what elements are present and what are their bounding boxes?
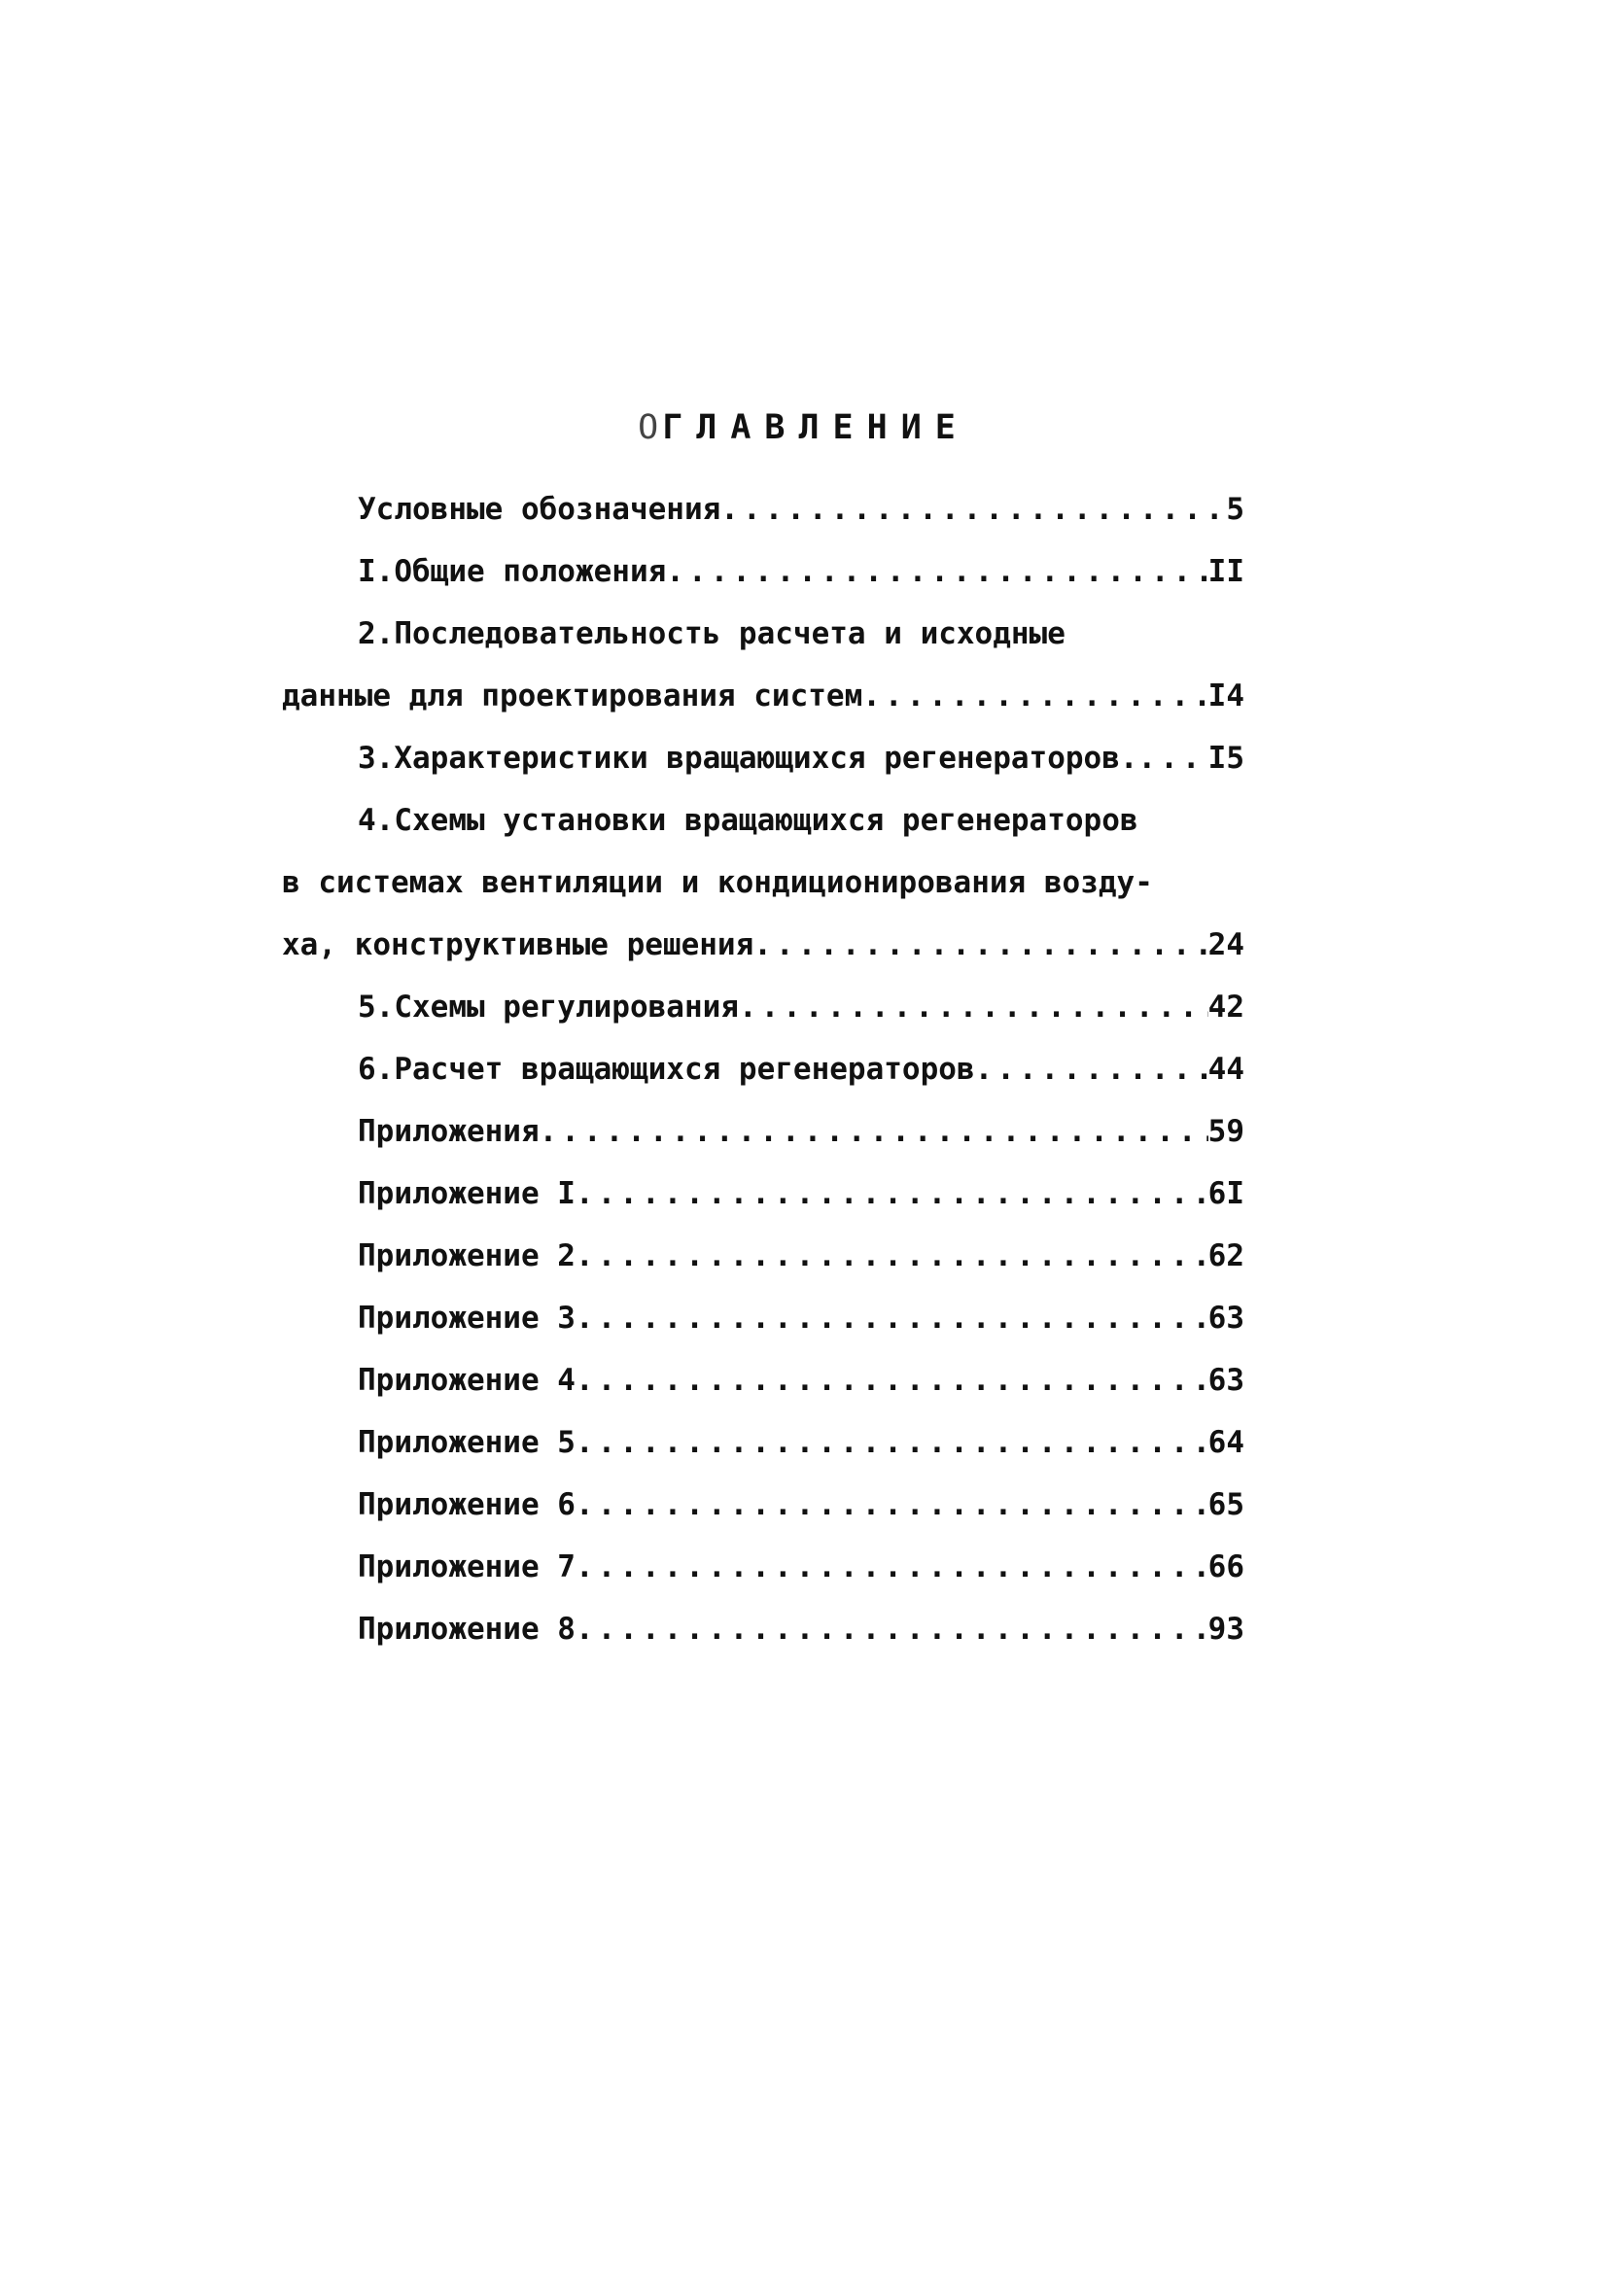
toc-entry-appendix-7[interactable] [282, 1536, 1244, 1598]
toc-entry-appendix-8[interactable] [282, 1598, 1244, 1660]
toc-entry-label: Приложение 8 [358, 1612, 576, 1647]
toc-entry-symbols[interactable] [282, 478, 1244, 540]
toc-dot-leader [1138, 727, 1208, 789]
toc-entry-label: Приложение 7 [358, 1549, 576, 1584]
toc-entry-characteristics[interactable] [282, 727, 1244, 789]
toc-entry-schemes-line-3[interactable] [282, 914, 1244, 976]
toc-entry-label: 3.Характеристики вращающихся регенераторов. [358, 741, 1138, 776]
toc-entry-label: 5.Схемы регулирования [358, 990, 739, 1025]
toc-dot-leader [576, 1287, 1208, 1349]
toc-dot-leader [666, 540, 1207, 603]
toc-entry-label: Приложения [358, 1114, 540, 1149]
toc-entry-label: ха, конструктивные решения [282, 927, 754, 962]
toc-entry-regulation[interactable] [282, 976, 1244, 1038]
toc-page-number: 59 [1207, 1114, 1244, 1149]
toc-page-number: 5 [1226, 492, 1244, 527]
toc-page-number: 42 [1207, 990, 1244, 1025]
toc-entry-label: Приложение 4 [358, 1363, 576, 1398]
toc-page-number: 66 [1207, 1549, 1244, 1584]
toc-entry-schemes-line-2[interactable] [282, 852, 1244, 914]
toc-entry-appendix-4[interactable] [282, 1349, 1244, 1411]
toc-page-number: 93 [1207, 1612, 1244, 1647]
toc-entry-sequence-line-2[interactable] [282, 665, 1244, 727]
toc-dot-leader [576, 1411, 1208, 1474]
toc-entry-appendix-1[interactable] [282, 1163, 1244, 1225]
toc-page-number: 64 [1207, 1425, 1244, 1460]
toc-entry-label: 6.Расчет вращающихся регенераторов [358, 1052, 975, 1087]
table-of-contents [282, 478, 1244, 1660]
toc-entry-label: данные для проектирования систем [282, 678, 863, 713]
toc-entry-label: 4.Схемы установки вращающихся регенераторов [358, 803, 1138, 838]
toc-dot-leader [975, 1038, 1208, 1100]
toc-entry-appendix-3[interactable] [282, 1287, 1244, 1349]
toc-title-main: ГЛАВЛЕНИЕ [662, 408, 969, 447]
toc-dot-leader [720, 478, 1226, 540]
toc-entry-label: 2.Последовательность расчета и исходные [358, 616, 1066, 651]
toc-entry-sequence-line-1[interactable] [282, 603, 1244, 665]
toc-dot-leader [576, 1474, 1208, 1536]
toc-entry-label: Приложение I [358, 1176, 576, 1211]
toc-entry-appendix-2[interactable] [282, 1225, 1244, 1287]
toc-title-prefix: О [638, 408, 663, 447]
toc-entry-label: Приложение 2 [358, 1238, 576, 1273]
toc-entry-calculation[interactable] [282, 1038, 1244, 1100]
toc-dot-leader [753, 914, 1207, 976]
toc-dot-leader [576, 1598, 1208, 1660]
toc-entry-appendix-6[interactable] [282, 1474, 1244, 1536]
toc-entry-label: Приложение 6 [358, 1487, 576, 1522]
toc-entry-label: Условные обозначения [358, 492, 721, 527]
toc-page-number: I5 [1207, 741, 1244, 776]
toc-page-number: 63 [1207, 1301, 1244, 1336]
toc-dot-leader [576, 1163, 1208, 1225]
toc-entry-schemes-line-1[interactable] [282, 789, 1244, 852]
toc-dot-leader [739, 976, 1208, 1038]
toc-page-number: I4 [1207, 678, 1244, 713]
toc-page-number: 62 [1207, 1238, 1244, 1273]
toc-entry-general[interactable] [282, 540, 1244, 603]
toc-page-number: 6I [1207, 1176, 1244, 1211]
toc-entry-label: Приложение 5 [358, 1425, 576, 1460]
toc-page-number: 24 [1207, 927, 1244, 962]
toc-entry-appendix-5[interactable] [282, 1411, 1244, 1474]
toc-entry-label: в системах вентиляции и кондиционирования возду- [282, 865, 1153, 900]
toc-dot-leader [862, 665, 1207, 727]
toc-entry-appendices[interactable] [282, 1100, 1244, 1163]
toc-page-number: II [1207, 554, 1244, 589]
toc-page-number: 44 [1207, 1052, 1244, 1087]
toc-entry-label: I.Общие положения [358, 554, 667, 589]
toc-dot-leader [576, 1536, 1208, 1598]
toc-page-number: 65 [1207, 1487, 1244, 1522]
toc-dot-leader [576, 1349, 1208, 1411]
toc-page-number: 63 [1207, 1363, 1244, 1398]
toc-dot-leader [540, 1100, 1208, 1163]
toc-dot-leader [576, 1225, 1208, 1287]
toc-title [0, 406, 1607, 449]
toc-entry-label: Приложение 3 [358, 1301, 576, 1336]
